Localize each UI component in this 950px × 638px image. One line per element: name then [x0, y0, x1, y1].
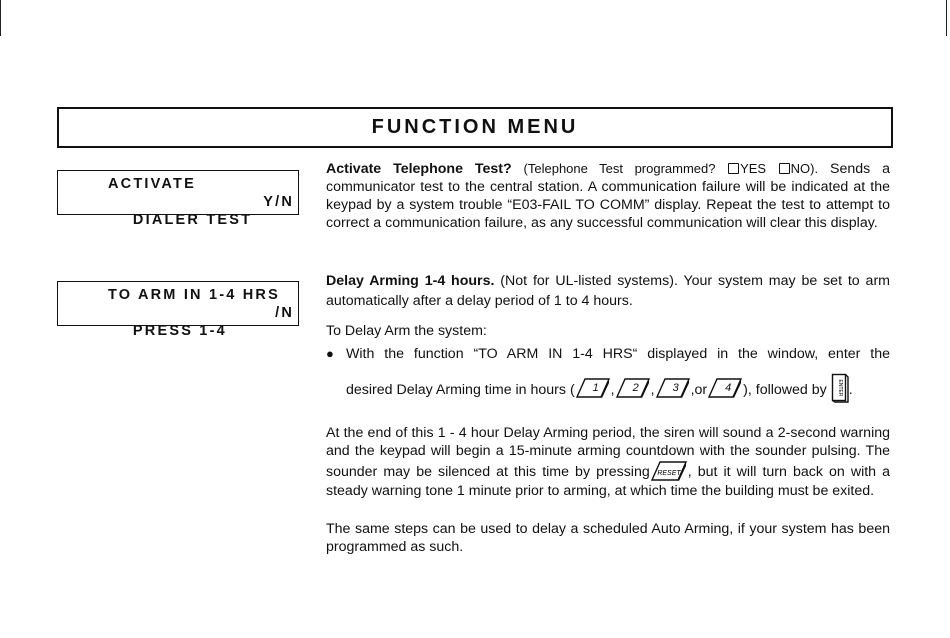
section-heading-box [57, 107, 893, 148]
display-line-1 [58, 175, 298, 193]
bullet-text: . [848, 382, 853, 398]
section-title: Delay Arming 1-4 hours. [326, 273, 495, 289]
programmed-prefix: (Telephone Test programmed? [523, 161, 716, 176]
programmed-note [524, 161, 819, 176]
delay-arm-instruction-label: To Delay Arm the system: [326, 323, 487, 339]
display-text: PRESS 1-4 [132, 323, 227, 339]
display-text: ACTIVATE [108, 176, 196, 192]
page-edge-mark-left [0, 0, 1, 36]
section-body: (Not for UL-listed systems). Your system may be set to arm automatically after a delay period of 1 to 4 hours. [326, 273, 890, 309]
checkbox-icon [779, 163, 790, 174]
delay-arm-bullet [326, 345, 890, 403]
yes-label: YES [740, 161, 767, 176]
svg-text:ENTER: ENTER [836, 379, 843, 397]
paragraph-text: At the end of this 1 - 4 hour Delay Arming period, the siren will sound a 2-second warning and the keypad will begin a 15-minute arming countdown with the sounder pulsing. The sounder may be silenced at this time by pressing [326, 425, 890, 480]
bullet-icon: ● [326, 346, 334, 361]
bullet-line-2 [346, 373, 890, 403]
auto-arming-paragraph: The same steps can be used to delay a scheduled Auto Arming, if your system has been programmed as such. [326, 521, 890, 555]
section-title: Activate Telephone Test? [326, 161, 512, 177]
display-prompt: /N [275, 305, 294, 321]
keypad-display-dialer-test [57, 170, 299, 228]
display-line-2 [58, 304, 298, 339]
display-text: TO ARM IN 1-4 HRS [108, 287, 280, 303]
activate-telephone-test-paragraph [326, 160, 890, 232]
separator: , [650, 382, 655, 398]
key-2-icon: 2 [615, 377, 651, 399]
keypad-display-delay-arm [57, 281, 299, 339]
no-label: NO). [790, 161, 819, 176]
display-line-1 [58, 286, 298, 304]
key-1-icon: 1 [575, 377, 611, 399]
delay-period-paragraph [326, 424, 890, 500]
bullet-line-1: With the function “TO ARM IN 1-4 HRS“ displayed in the window, enter the [346, 346, 890, 362]
reset-key-icon [650, 460, 688, 482]
checkbox-icon [728, 163, 739, 174]
paragraph-text: , but it will turn back on with a steady warning tone 1 minute prior to arming, at which time the building must be exited. [326, 464, 891, 499]
display-text: DIALER TEST [132, 212, 253, 228]
key-3-icon: 3 [655, 377, 691, 399]
delay-arming-paragraph [326, 271, 890, 311]
separator: , [610, 382, 615, 398]
page-edge-mark-right [946, 0, 947, 36]
key-4-icon: 4 [707, 377, 743, 399]
separator: ,or [690, 382, 708, 398]
page-title: FUNCTION MENU [371, 116, 579, 138]
section-body: Sends a communicator test to the central station. A communication failure will be indicated at the keypad by a system trouble “E03-FAIL TO COMM” display. Repeat the test to attempt to correct a communication failure, as any successful communication will clear this display. [326, 161, 890, 231]
svg-text:RESET: RESET [657, 470, 681, 477]
bullet-text: desired Delay Arming time in hours ( [346, 382, 575, 398]
bullet-text: ), followed by [743, 382, 827, 398]
display-prompt: Y/N [263, 194, 294, 210]
display-line-2 [58, 193, 298, 228]
enter-key-icon [831, 373, 849, 403]
